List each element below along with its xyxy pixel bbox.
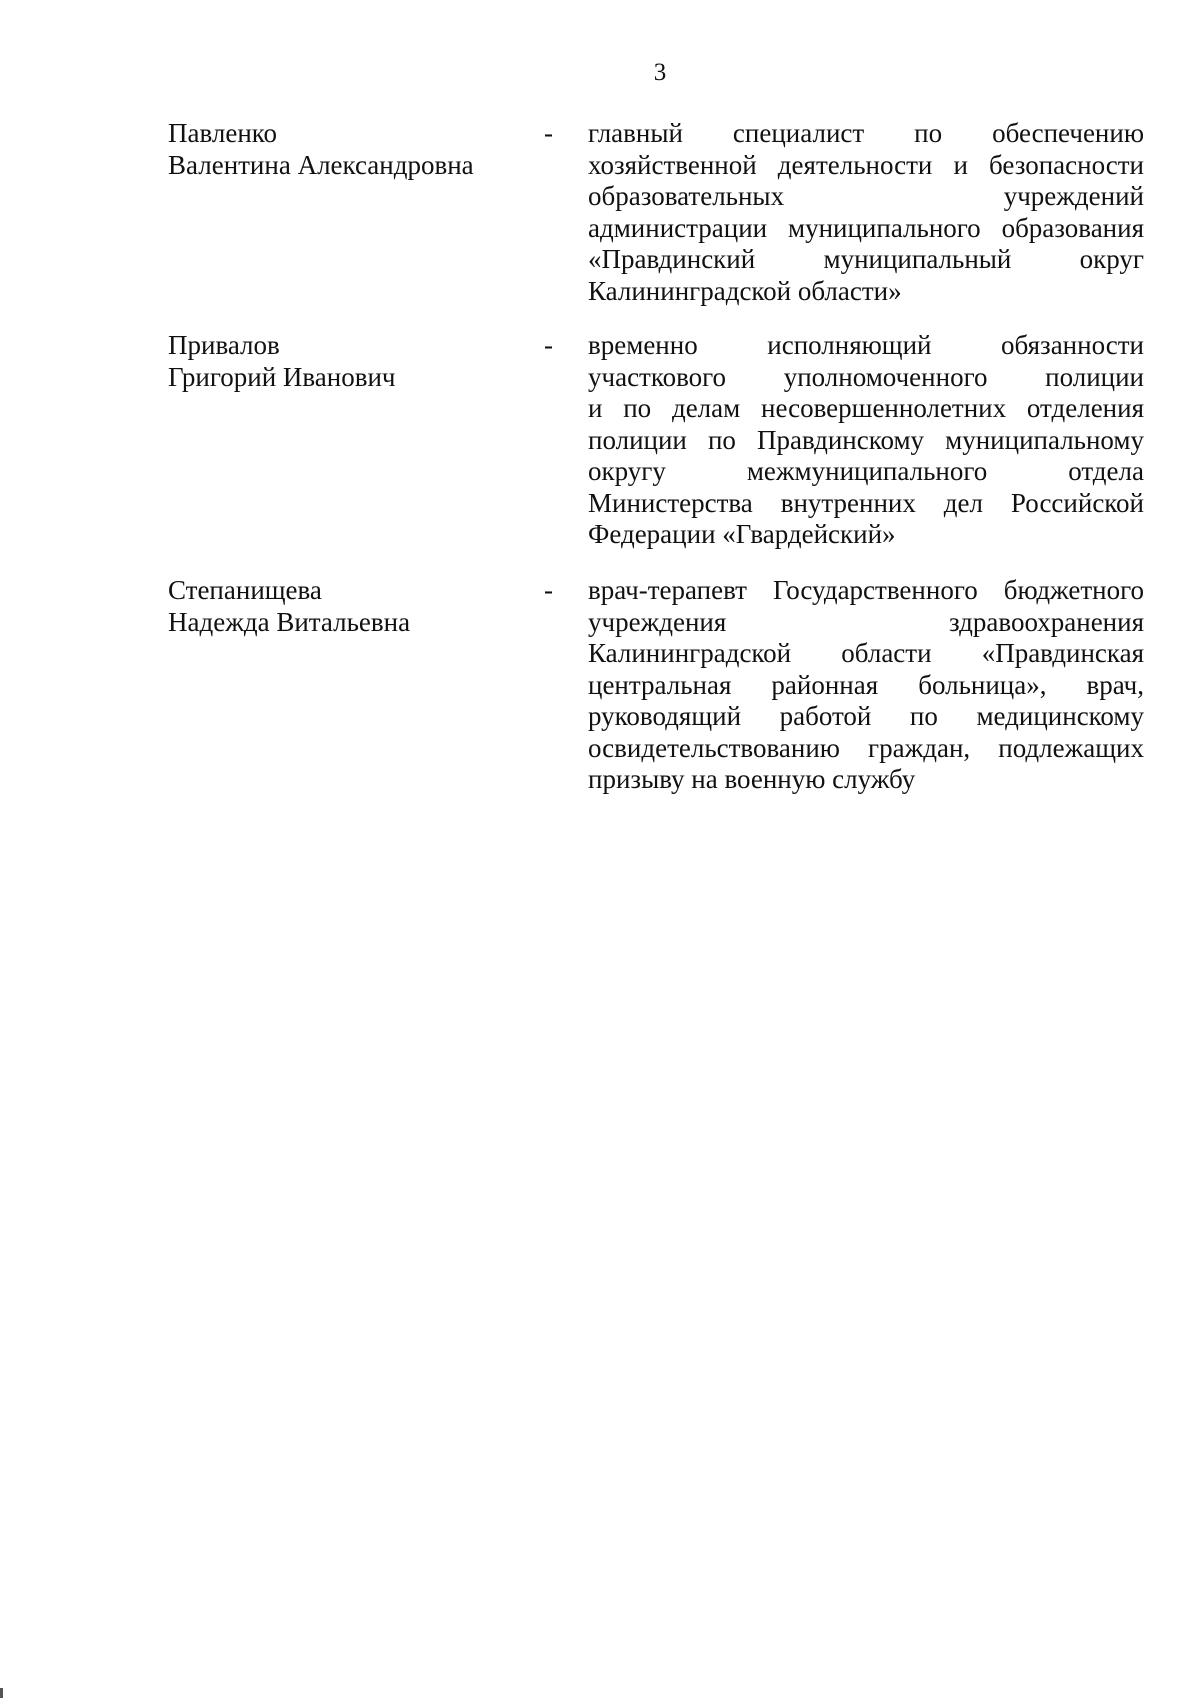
entry-dash: - [544,118,553,148]
position-line: учреждения здравоохранения [588,606,1144,637]
position-line: центральная районная больница», врач, [588,669,1144,700]
position-line: призыву на военную службу [588,764,916,794]
member-position [588,575,1144,796]
position-line: участкового уполномоченного полиции [588,361,1144,392]
member-given-names: Григорий Иванович [168,361,396,392]
position-line: Калининградской области «Правдинская [588,638,1144,668]
member-given-names: Надежда Витальевна [168,606,411,637]
entry-dash: - [544,330,553,360]
member-surname: Павленко [168,118,278,148]
position-line: хозяйственной деятельности и безопасности [588,149,1144,180]
member-position [588,330,1144,551]
member-surname: Степанищева [168,575,322,605]
position-line: временно исполняющий обязанности [588,330,1144,360]
member-name [168,118,548,181]
position-line: освидетельствованию граждан, подлежащих [588,732,1144,763]
member-given-names: Валентина Александровна [168,149,474,180]
position-line: главный специалист по обеспечению [588,118,1144,148]
page-number: 3 [653,59,667,86]
position-line: Министерства внутренних дел Российской [588,487,1144,518]
position-line: образовательных учреждений [588,181,1144,211]
position-line: врач-терапевт Государственного бюджетного [588,575,1144,605]
member-surname: Привалов [168,330,280,360]
position-line: Калининградской области» [588,275,902,306]
position-line: администрации муниципального образования [588,212,1144,243]
position-line: «Правдинский муниципальный округ [588,244,1144,274]
member-name [168,330,548,393]
position-line: полиции по Правдинскому муниципальному [588,424,1144,455]
scan-artifact [0,1688,3,1698]
entry-dash: - [544,575,553,605]
position-line: руководящий работой по медицинскому [588,701,1144,731]
member-name [168,575,548,638]
member-position [588,118,1144,307]
position-line: округу межмуниципального отдела [588,456,1144,486]
position-line: и по делам несовершеннолетних отделения [588,393,1144,423]
position-line: Федерации «Гвардейский» [588,519,896,549]
